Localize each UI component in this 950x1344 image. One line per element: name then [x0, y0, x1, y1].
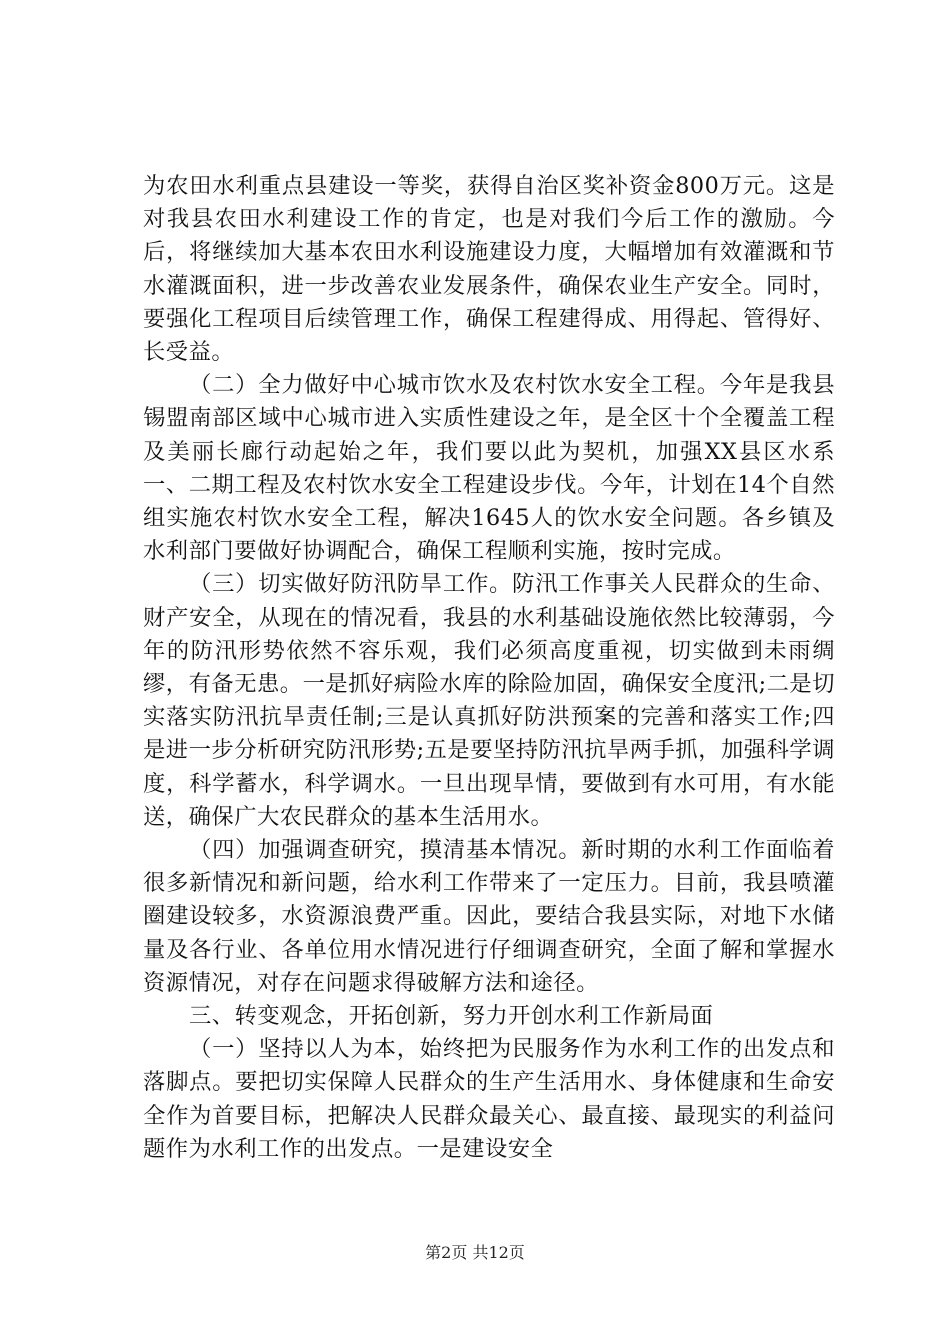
paragraph-section-4: （四）加强调查研究，摸清基本情况。新时期的水利工作面临着很多新情况和新问题，给水利工作带来了一定压力。目前，我县喷灌圈建设较多，水资源浪费严重。因此，要结合我县实际，对地下水储量及各行业、各单位用水情况进行仔细调查研究，全面了解和掌握水资源情况，对存在问题求得破解方法和途径。	[143, 837, 835, 996]
paragraph-section-3: （三）切实做好防汛防旱工作。防汛工作事关人民群众的生命、财产安全，从现在的情况看，我县的水利基础设施依然比较薄弱，今年的防汛形势依然不容乐观，我们必须高度重视，切实做到未雨绸缪，有备无患。一是抓好病险水库的除险加固，确保安全度汛;二是切实落实防汛抗旱责任制;三是认真抓好防洪预案的完善和落实工作;四是进一步分析研究防汛形势;五是要坚持防汛抗旱两手抓，加强科学调度，科学蓄水，科学调水。一旦出现旱情，要做到有水可用，有水能送，确保广大农民群众的基本生活用水。	[143, 571, 835, 830]
document-body	[143, 170, 835, 1166]
paragraph-continuation: 为农田水利重点县建设一等奖，获得自治区奖补资金800万元。这是对我县农田水利建设工作的肯定，也是对我们今后工作的激励。今后，将继续加大基本农田水利设施建设力度，大幅增加有效灌溉和节水灌溉面积，进一步改善农业发展条件，确保农业生产安全。同时，要强化工程项目后续管理工作，确保工程建得成、用得起、管得好、长受益。	[143, 173, 835, 366]
paragraph-section-2: （二）全力做好中心城市饮水及农村饮水安全工程。今年是我县锡盟南部区域中心城市进入实质性建设之年，是全区十个全覆盖工程及美丽长廊行动起始之年，我们要以此为契机，加强XX县区水系一、二期工程及农村饮水安全工程建设步伐。今年，计划在14个自然组实施农村饮水安全工程，解决1645人的饮水安全问题。各乡镇及水利部门要做好协调配合，确保工程顺利实施，按时完成。	[143, 372, 835, 565]
heading-part-three: 三、转变观念，开拓创新，努力开创水利工作新局面	[189, 1003, 714, 1030]
page-number-footer: 第2页 共12页	[425, 1243, 525, 1262]
paragraph-part-three-item-1: （一）坚持以人为本，始终把为民服务作为水利工作的出发点和落脚点。要把切实保障人民群众的生产生活用水、身体健康和生命安全作为首要目标，把解决人民群众最关心、最直接、最现实的利益问题作为水利工作的出发点。一是建设安全	[143, 1036, 835, 1162]
